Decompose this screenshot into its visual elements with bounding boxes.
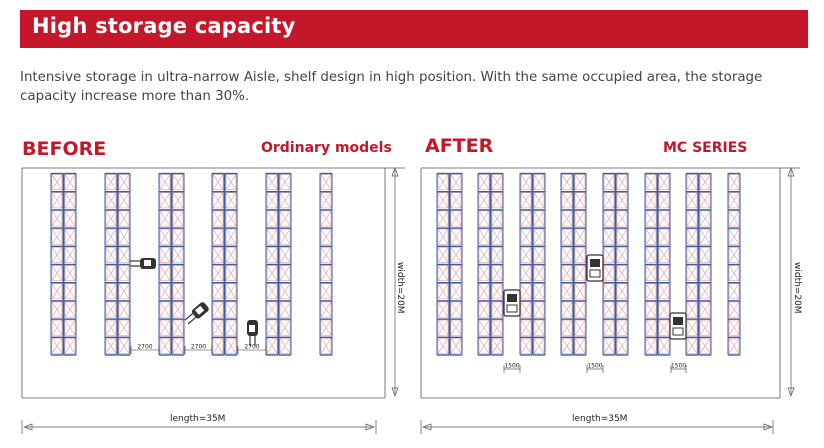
rack-column (686, 173, 698, 355)
rack-column (603, 173, 615, 355)
rack-column (320, 173, 332, 355)
aisle-width-label: 1500 (587, 362, 603, 370)
rack-column (520, 173, 532, 355)
after-width-label: width=20M (792, 262, 802, 314)
rack-column (491, 173, 503, 355)
before-length-label: length=35M (170, 414, 226, 424)
rack-column (64, 173, 76, 355)
rack-column (437, 173, 449, 355)
rack-column (172, 173, 184, 355)
rack-column (699, 173, 711, 355)
aisle-width-label: 2700 (137, 343, 153, 351)
after-panel (421, 168, 802, 434)
rack-column (561, 173, 573, 355)
description-text: Intensive storage in ultra-narrow Aisle, shelf design in high position. With the same occupied area, the storage capacity increase more than 30%. (20, 70, 763, 104)
rack-column (105, 173, 117, 355)
aisle-width-label: 1500 (504, 362, 520, 370)
before-panel (22, 168, 405, 434)
rack-column (159, 173, 171, 355)
forklift-icon (130, 258, 156, 269)
narrow-aisle-truck-icon (587, 255, 603, 281)
aisle-width-label: 2700 (190, 343, 207, 351)
before-width-label: width=20M (395, 262, 405, 314)
rack-column (51, 173, 63, 355)
page-title: High storage capacity (32, 14, 296, 38)
rack-column (212, 173, 224, 355)
forklift-icon (183, 301, 210, 326)
narrow-aisle-truck-icon (504, 290, 520, 316)
rack-column (279, 173, 291, 355)
rack-column (574, 173, 586, 355)
after-length-label: length=35M (572, 414, 628, 424)
before-rack-grid (51, 173, 332, 355)
rack-column (533, 173, 545, 355)
after-model-label: MC SERIES (663, 140, 748, 156)
rack-column (658, 173, 670, 355)
aisle-width-label: 2700 (244, 343, 260, 351)
rack-column (450, 173, 462, 355)
before-model-label: Ordinary models (261, 140, 392, 156)
rack-column (616, 173, 628, 355)
rack-column (478, 173, 490, 355)
after-heading: AFTER (425, 135, 494, 157)
rack-column (118, 173, 130, 355)
rack-column (225, 173, 237, 355)
rack-column (266, 173, 278, 355)
before-heading: BEFORE (22, 138, 107, 160)
rack-column (645, 173, 657, 355)
rack-column (728, 173, 740, 355)
forklift-icon (247, 320, 258, 346)
narrow-aisle-truck-icon (670, 313, 686, 339)
aisle-width-label: 1500 (670, 362, 687, 370)
